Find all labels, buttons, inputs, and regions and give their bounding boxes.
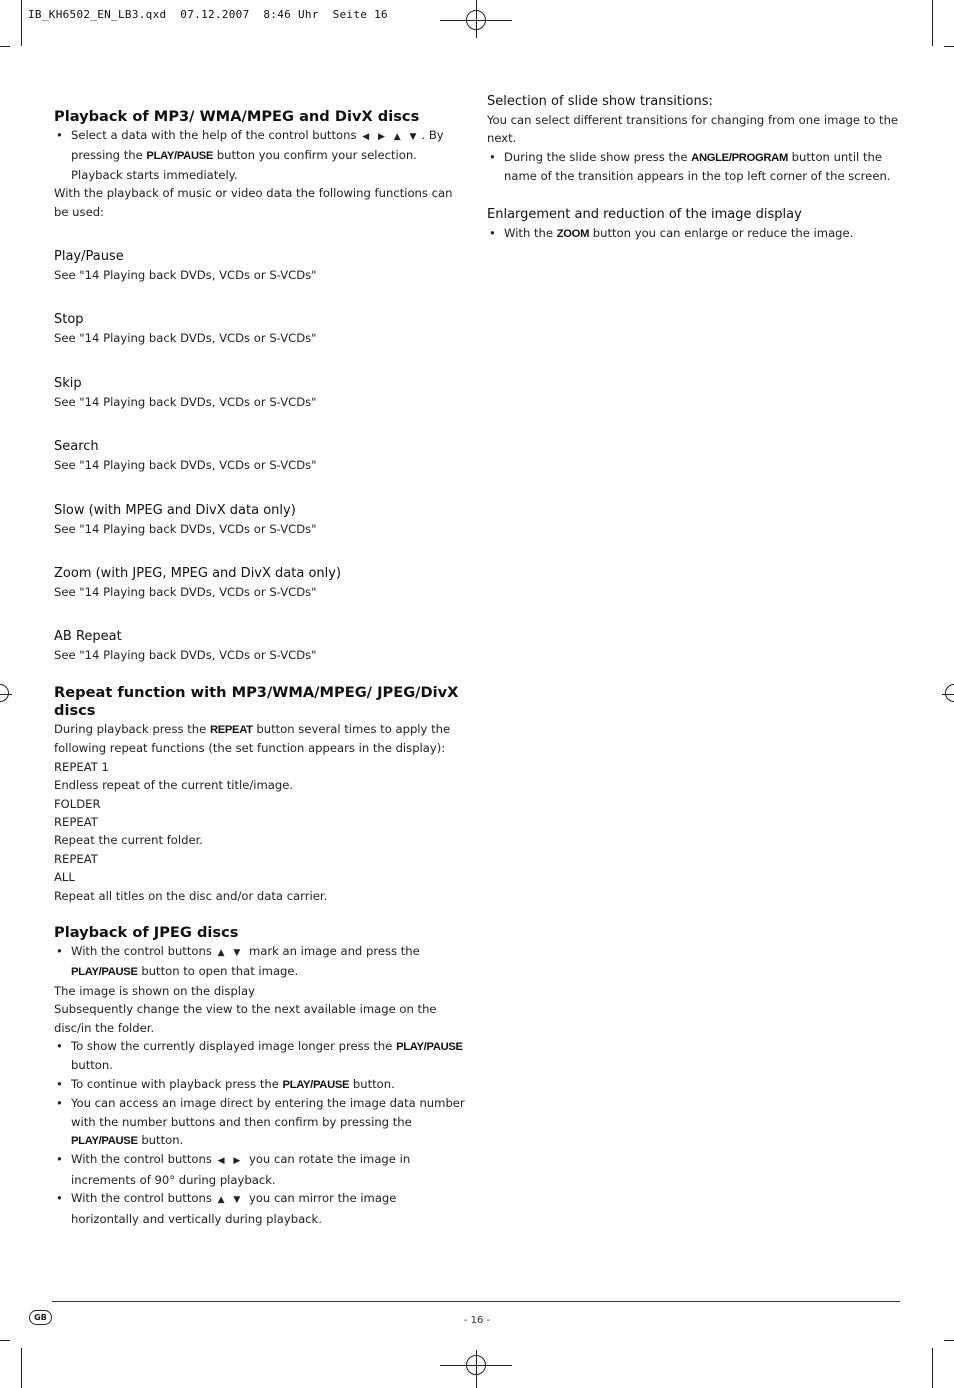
function-title: Skip (54, 375, 82, 391)
right-column (487, 92, 907, 243)
function-ab-repeat (54, 627, 466, 664)
function-zoom (54, 564, 466, 601)
function-ref: See "14 Playing back DVDs, VCDs or S-VCDs" (54, 458, 317, 473)
language-badge: GB (29, 1310, 52, 1325)
slideshow-bullets (487, 148, 907, 186)
list-item: • With the control buttons ▲ ▼ mark an image and press the PLAY/PAUSE button to open that image. (54, 942, 466, 982)
list-item: • With the control buttons ▲ ▼ you can mirror the image horizontally and vertically during playback. (54, 1189, 466, 1228)
function-title: Zoom (with JPEG, MPEG and DivX data only) (54, 566, 342, 582)
function-title: Play/Pause (54, 249, 124, 265)
list-item: • During the slide show press the ANGLE/PROGRAM button until the name of the transition appears in the top left corner of the screen. (487, 148, 907, 186)
left-column (54, 108, 466, 1228)
play-pause-label: PLAY/PAUSE (396, 1040, 463, 1053)
section-title-jpeg: Playback of JPEG discs (54, 923, 239, 941)
function-ref: See "14 Playing back DVDs, VCDs or S-VCDs" (54, 331, 317, 346)
list-item: • You can access an image direct by entering the image data number with the number buttons and then confirm by pressing the PLAY/PAUSE button. (54, 1094, 466, 1150)
function-title: Stop (54, 312, 84, 328)
list-item: • With the ZOOM button you can enlarge or reduce the image. (487, 224, 907, 243)
zoom-label: ZOOM (556, 227, 590, 240)
arrow-up-down-icon: ▲ ▼ (217, 1195, 244, 1206)
arrow-up-down-icon: ▲ ▼ (217, 947, 244, 958)
function-ref: See "14 Playing back DVDs, VCDs or S-VCDs" (54, 648, 317, 663)
list-item: • To show the currently displayed image longer press the PLAY/PAUSE button. (54, 1037, 466, 1075)
repeat-intro: During playback press the REPEAT button several times to apply the following repeat functions (the set function appears in the display): (54, 721, 451, 756)
repeat-line: Endless repeat of the current title/image. (54, 778, 294, 793)
arrow-left-right-icon: ◀ ▶ (217, 1156, 244, 1167)
repeat-line: REPEAT (54, 814, 98, 829)
section-title-mp3: Playback of MP3/ WMA/MPEG and DivX discs (54, 108, 420, 125)
slideshow-paragraph: You can select different transitions for changing from one image to the next. (487, 113, 899, 146)
repeat-line: Repeat the current folder. (54, 833, 203, 848)
function-skip (54, 374, 466, 411)
function-stop (54, 310, 466, 347)
zoom-bullets (487, 224, 907, 243)
footer-rule (52, 1301, 900, 1302)
function-ref: See "14 Playing back DVDs, VCDs or S-VCDs" (54, 394, 317, 409)
jpeg-paragraph: Subsequently change the view to the next available image on the disc/in the folder. (54, 1002, 437, 1035)
function-ref: See "14 Playing back DVDs, VCDs or S-VCDs" (54, 585, 317, 600)
file-slug: IB_KH6502_EN_LB3.qxd 07.12.2007 8:46 Uhr Seite 16 (28, 8, 388, 21)
function-title: Slow (with MPEG and DivX data only) (54, 502, 296, 518)
function-play-pause (54, 247, 466, 284)
jpeg-bullets-1 (54, 942, 466, 982)
function-search (54, 437, 466, 474)
play-pause-label: PLAY/PAUSE (282, 1078, 350, 1091)
repeat-button-label: REPEAT (209, 723, 253, 736)
play-pause-label: PLAY/PAUSE (146, 150, 214, 163)
function-ref: See "14 Playing back DVDs, VCDs or S-VCDs" (54, 521, 317, 536)
repeat-line: FOLDER (54, 796, 101, 811)
list-item: • With the control buttons ◀ ▶ you can rotate the image in increments of 90° during playback. (54, 1150, 466, 1189)
mp3-bullets (54, 126, 466, 184)
jpeg-bullets-2 (54, 1037, 466, 1228)
function-title: AB Repeat (54, 629, 122, 645)
list-item: • Select a data with the help of the control buttons ◀ ▶ ▲ ▼ . By pressing the PLAY/PAUSE button you confirm your selection. Playback starts immediately. (54, 126, 466, 184)
play-pause-label: PLAY/PAUSE (71, 966, 138, 979)
angle-program-label: ANGLE/PROGRAM (691, 151, 788, 164)
function-title: Search (54, 439, 99, 455)
repeat-line: REPEAT 1 (54, 759, 109, 774)
repeat-line: REPEAT (54, 851, 98, 866)
arrow-keys-icon: ◀ ▶ ▲ ▼ (362, 132, 420, 142)
jpeg-paragraph: The image is shown on the display (54, 983, 255, 998)
function-ref: See "14 Playing back DVDs, VCDs or S-VCDs" (54, 268, 317, 283)
section-title-repeat: Repeat function with MP3/WMA/MPEG/ JPEG/DivX discs (54, 683, 459, 719)
play-pause-label: PLAY/PAUSE (71, 1135, 138, 1147)
mp3-paragraph: With the playback of music or video data the following functions can be used: (54, 186, 453, 219)
section-title-zoom: Enlargement and reduction of the image display (487, 206, 802, 222)
function-slow (54, 501, 466, 538)
repeat-line: Repeat all titles on the disc and/or data carrier. (54, 888, 328, 903)
repeat-line: ALL (54, 870, 75, 885)
page-number: - 16 - (463, 1315, 491, 1326)
section-title-slideshow: Selection of slide show transitions: (487, 94, 713, 109)
list-item: • To continue with playback press the PLAY/PAUSE button. (54, 1075, 466, 1094)
